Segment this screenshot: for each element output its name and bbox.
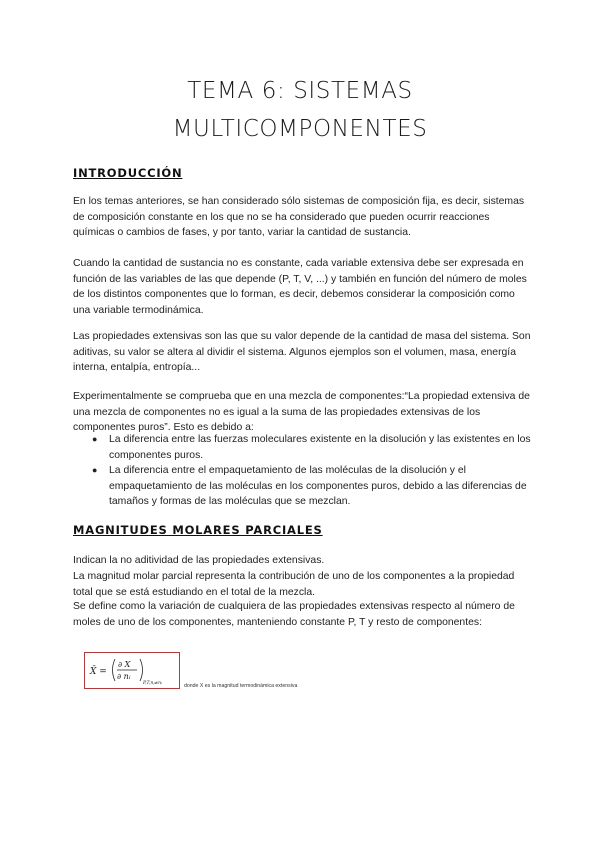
formula-graphic bbox=[85, 653, 179, 688]
intro-paragraph-3: Las propiedades extensivas son las que su valor depende de la cantidad de masa del sistema. Son aditivas, su valor se altera al dividir el sistema. Algunos ejemplos son el volumen, masa, energía interna, entalpía, entropía... bbox=[73, 331, 531, 374]
svg-text:∂ X: ∂ X bbox=[118, 660, 131, 669]
list-item bbox=[92, 432, 532, 463]
intro-bullet-list bbox=[92, 432, 532, 510]
page-title-line-1: TEMA 6: SISTEMAS bbox=[187, 78, 413, 104]
intro-paragraph-1: En los temas anteriores, se han considerado sólo sistemas de composición fija, es decir, sistemas de composición constante en los que no se ha considerado que pueden ocurrir reacciones químicas o cambios de fases, y por tanto, variar la cantidad de sustancia. bbox=[73, 196, 525, 239]
section-heading-magnitudes: MAGNITUDES MOLARES PARCIALES bbox=[73, 523, 323, 537]
svg-text:P,T,nⱼ≠nᵢ: P,T,nⱼ≠nᵢ bbox=[143, 681, 162, 686]
svg-text:X̄ =: X̄ = bbox=[90, 667, 107, 677]
page-title-line-2: MULTICOMPONENTES bbox=[172, 116, 428, 142]
list-item bbox=[92, 463, 532, 510]
section-heading-introduccion: INTRODUCCIÓN bbox=[73, 166, 183, 180]
magnitudes-line-1: Indican la no aditividad de las propiedades extensivas. bbox=[73, 555, 325, 566]
partial-molar-formula bbox=[84, 652, 180, 689]
intro-paragraph-2: Cuando la cantidad de sustancia no es constante, cada variable extensiva debe ser expresada en función de las variables de las que depende (P, T, V, ...) y también en función del número de moles de los distintos componentes que lo forman, es decir, debemos considerar la composición como una variable termodinámica. bbox=[73, 258, 527, 316]
bullet-text: La diferencia entre las fuerzas moleculares existente en la disolución y las existentes en los componentes puros. bbox=[109, 434, 531, 461]
magnitudes-paragraph-2: La magnitud molar parcial representa la contribución de uno de los componentes a la propiedad total que se está estudiando en el total de la mezcla. bbox=[73, 571, 515, 598]
bullet-text: La diferencia entre el empaquetamiento de las moléculas de la disolución y el empaquetamiento de las moléculas en los componentes puros, debido a las diferencias de tamaños y formas de las moléculas que se mezclan. bbox=[109, 465, 527, 508]
intro-paragraph-4: Experimentalmente se comprueba que en una mezcla de componentes:“La propiedad extensiva de una mezcla de componentes no es igual a la suma de las propiedades extensivas de los componentes puros”. Esto es debido a: bbox=[73, 391, 530, 434]
formula-note: donde X es la magnitud termodinámica extensiva bbox=[184, 683, 298, 689]
bullet-icon: ● bbox=[92, 465, 98, 476]
svg-text:∂ nᵢ: ∂ nᵢ bbox=[117, 672, 131, 681]
magnitudes-paragraph-3: Se define como la variación de cualquiera de las propiedades extensivas respecto al número de moles de uno de los componentes, manteniendo constante P, T y resto de componentes: bbox=[73, 601, 515, 628]
bullet-icon: ● bbox=[92, 434, 98, 444]
